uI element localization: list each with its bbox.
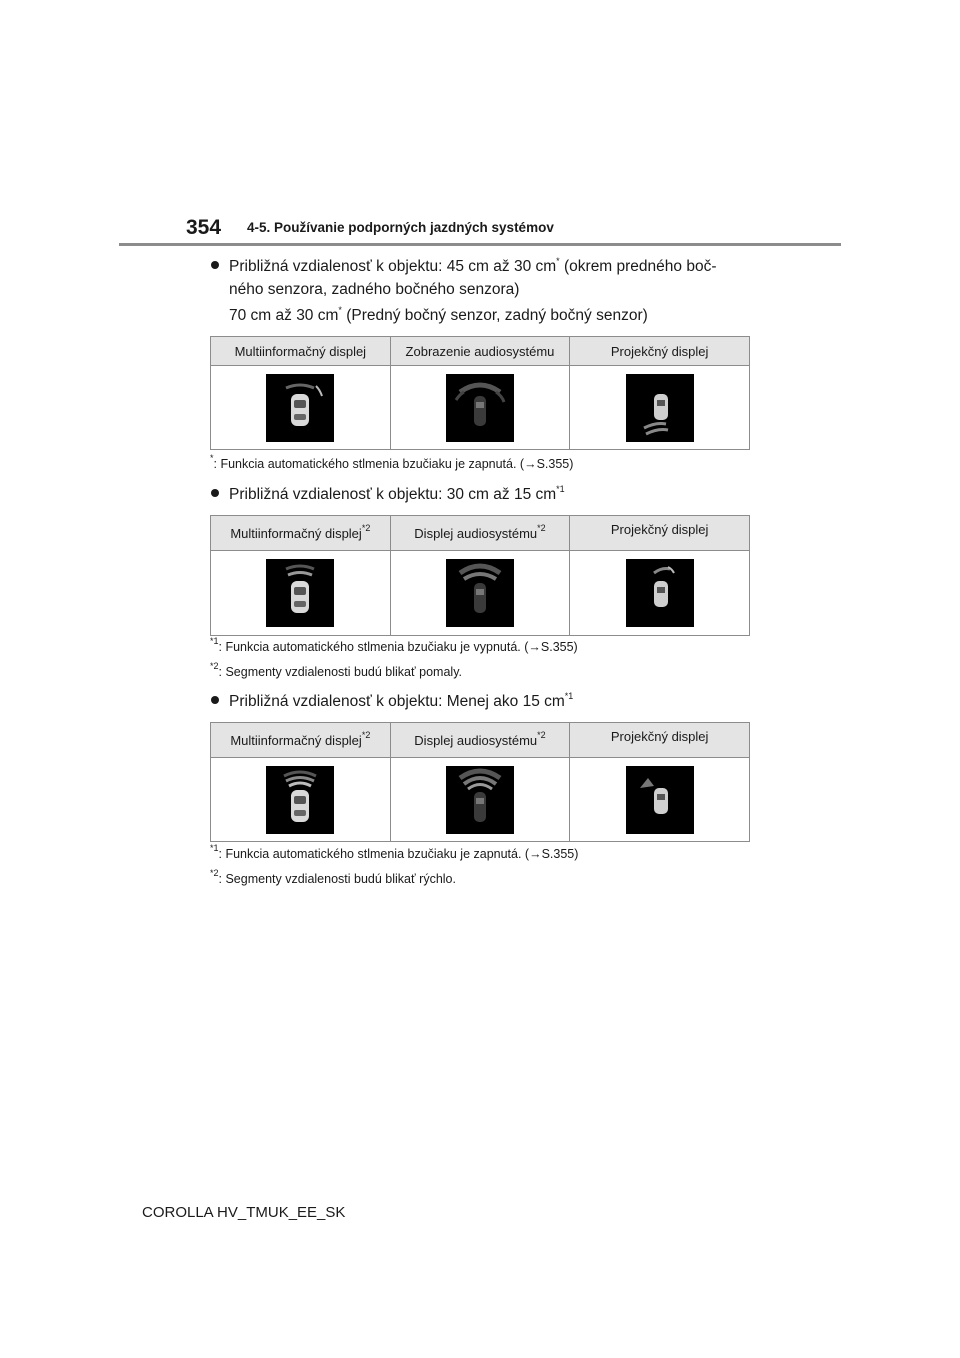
header-projection-display: Projekčný displej bbox=[570, 337, 750, 366]
multiinfo-car-image bbox=[266, 374, 334, 442]
multiinfo-car-image bbox=[266, 559, 334, 627]
section-title: 4-5. Používanie podporných jazdných systémov bbox=[247, 220, 554, 235]
projection-car-image bbox=[626, 559, 694, 627]
display-table-3 bbox=[210, 722, 750, 842]
footnote-3-2: $^{*2}$: Segmenty vzdialenosti budú blikať rýchlo. bbox=[210, 868, 456, 886]
header-audio-display: Zobrazenie audiosystému bbox=[390, 337, 570, 366]
audio-car-image bbox=[446, 559, 514, 627]
bullet-dot bbox=[211, 261, 219, 269]
bullet-dot bbox=[211, 696, 219, 704]
projection-screen-cell bbox=[570, 551, 750, 636]
bullet-distance-45-30: Približná vzdialenosť k objektu: 45 cm až 30 cm* (okrem predného boč- bbox=[211, 256, 717, 278]
multiinfo-screen-cell bbox=[211, 366, 391, 450]
projection-car-image bbox=[626, 374, 694, 442]
page-number: 354 bbox=[186, 216, 222, 239]
multiinfo-screen-cell bbox=[211, 551, 391, 636]
audio-screen-cell bbox=[390, 366, 570, 450]
bullet-continuation: ného senzora, zadného bočného senzora) bbox=[229, 281, 520, 298]
audio-screen-cell bbox=[390, 551, 570, 636]
header-multiinfo-display: Multiinformačný displej$^{*2}$ bbox=[211, 516, 391, 551]
multiinfo-car-image bbox=[266, 766, 334, 834]
header-multiinfo-display: Multiinformačný displej$^{*2}$ bbox=[211, 723, 391, 758]
footer-model-code: COROLLA HV_TMUK_EE_SK bbox=[142, 1204, 346, 1221]
footnote-2-2: $^{*2}$: Segmenty vzdialenosti budú blikať pomaly. bbox=[210, 661, 462, 679]
bullet-distance-less-15: Približná vzdialenosť k objektu: Menej ako 15 $cm^{*1}$ bbox=[211, 691, 573, 713]
audio-car-image bbox=[446, 766, 514, 834]
bullet-dot bbox=[211, 489, 219, 497]
audio-car-image bbox=[446, 374, 514, 442]
footnote-3-1: $^{*1}$: Funkcia automatického stlmenia bzučiaku je zapnutá. (→S.355) bbox=[210, 843, 579, 861]
multiinfo-screen-cell bbox=[211, 758, 391, 842]
header-projection-display: Projekčný displej bbox=[570, 516, 750, 551]
header-multiinfo-display: Multiinformačný displej bbox=[211, 337, 391, 366]
display-table-1 bbox=[210, 336, 750, 450]
footnote-2-1: $^{*1}$: Funkcia automatického stlmenia bzučiaku je vypnutá. (→S.355) bbox=[210, 636, 578, 654]
footnote-1: *: Funkcia automatického stlmenia bzučiaku je zapnutá. (→S.355) bbox=[210, 453, 574, 471]
audio-screen-cell bbox=[390, 758, 570, 842]
projection-screen-cell bbox=[570, 758, 750, 842]
header-audio-display: Displej audiosystému$^{*2}$ bbox=[390, 516, 570, 551]
header-projection-display: Projekčný displej bbox=[570, 723, 750, 758]
side-sensor-distance: 70 cm až 30 cm* (Predný bočný senzor, zadný bočný senzor) bbox=[229, 305, 648, 324]
projection-car-image bbox=[626, 766, 694, 834]
display-table-2 bbox=[210, 515, 750, 636]
header-audio-display: Displej audiosystému$^{*2}$ bbox=[390, 723, 570, 758]
projection-screen-cell bbox=[570, 366, 750, 450]
bullet-distance-30-15: Približná vzdialenosť k objektu: 30 cm až 15 $cm^{*1}$ bbox=[211, 484, 565, 506]
header-rule bbox=[119, 243, 841, 246]
